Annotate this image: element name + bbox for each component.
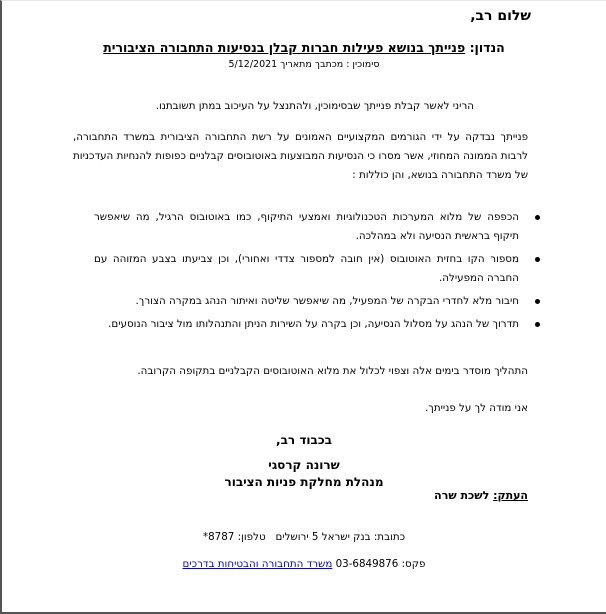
subject-line [2, 40, 606, 55]
paragraph-findings: פנייתך נבדקה על ידי הגורמים המקצועיים האמונים על רשת התחבורה הציבורית במשרד התחבורה, לרבות הממונה המחוזי, אשר מסרו כי הנסיעות המבוצעות באוטובוסים קבלניים כפופות להנחיות העדכניות של משרד התחבורה בנושא, והן כוללות : [73, 131, 528, 181]
subject-label: הנדון: [469, 40, 505, 55]
paragraph-acknowledgement: הריני לאשר קבלת פנייתך שבסימוכין, ולהתנצל על העיכוב במתן תשובתנו. [155, 100, 474, 112]
signature-block [2, 457, 606, 491]
cc-line [434, 489, 528, 502]
cc-value: לשכת שרה [434, 489, 490, 502]
fax-number: פקס: 03-6849876 [335, 558, 426, 570]
list-item: הכפפה של מלוא המערכות הטכנולוגיות ואמצעי התיקוף, כמו באוטובוס הרגיל, מה שיאפשר תיקוף בראשית הנסיעה ולא במהלכה. [94, 208, 519, 246]
footer-address: כתובת: בנק ישראל 5 ירושלים טלפון: 8787* [202, 531, 406, 543]
signer-name: שרונה קרסגי [268, 458, 340, 472]
greeting: שלום רב, [470, 8, 531, 24]
ministry-link[interactable]: משרד התחבורה והבטיחות בדרכים [182, 558, 333, 570]
subject-topic: פנייתך בנושא פעילות חברות קבלן בנסיעות התחבורה הציבורית [103, 40, 466, 55]
requirements-list [94, 208, 519, 338]
list-item: מספור הקו בחזית האוטובוס (אין חובה למספור צדדי ואחורי), וכן צביעתו בצבע המזוהה עם החברה המפעילה. [94, 250, 519, 288]
paragraph-process: התהליך מוסדר בימים אלה וצפוי לכלול את מלוא האוטובוסים הקבלניים בתקופה הקרובה. [137, 365, 528, 377]
list-item: חיבור מלא לחדרי הבקרה של המפעיל, מה שיאפשר שליטה ואיתור הנהג במקרה הצורך. [94, 292, 519, 311]
list-item: תדרוך של הנהג על מסלול הנסיעה, וכן בקרה על השירות הניתן והתנהלותו מול ציבור הנוסעים. [94, 315, 519, 334]
closing: בכבוד רב, [276, 433, 332, 447]
reference-line: סימוכין : מכתבך מתאריך 5/12/2021 [228, 59, 380, 70]
cc-label: העתק: [493, 489, 528, 502]
footer-fax [2, 558, 606, 570]
paragraph-thanks: אני מודה לך על פנייתך. [425, 402, 528, 414]
signer-title: מנהלת מחלקת פניות הציבור [224, 475, 384, 489]
